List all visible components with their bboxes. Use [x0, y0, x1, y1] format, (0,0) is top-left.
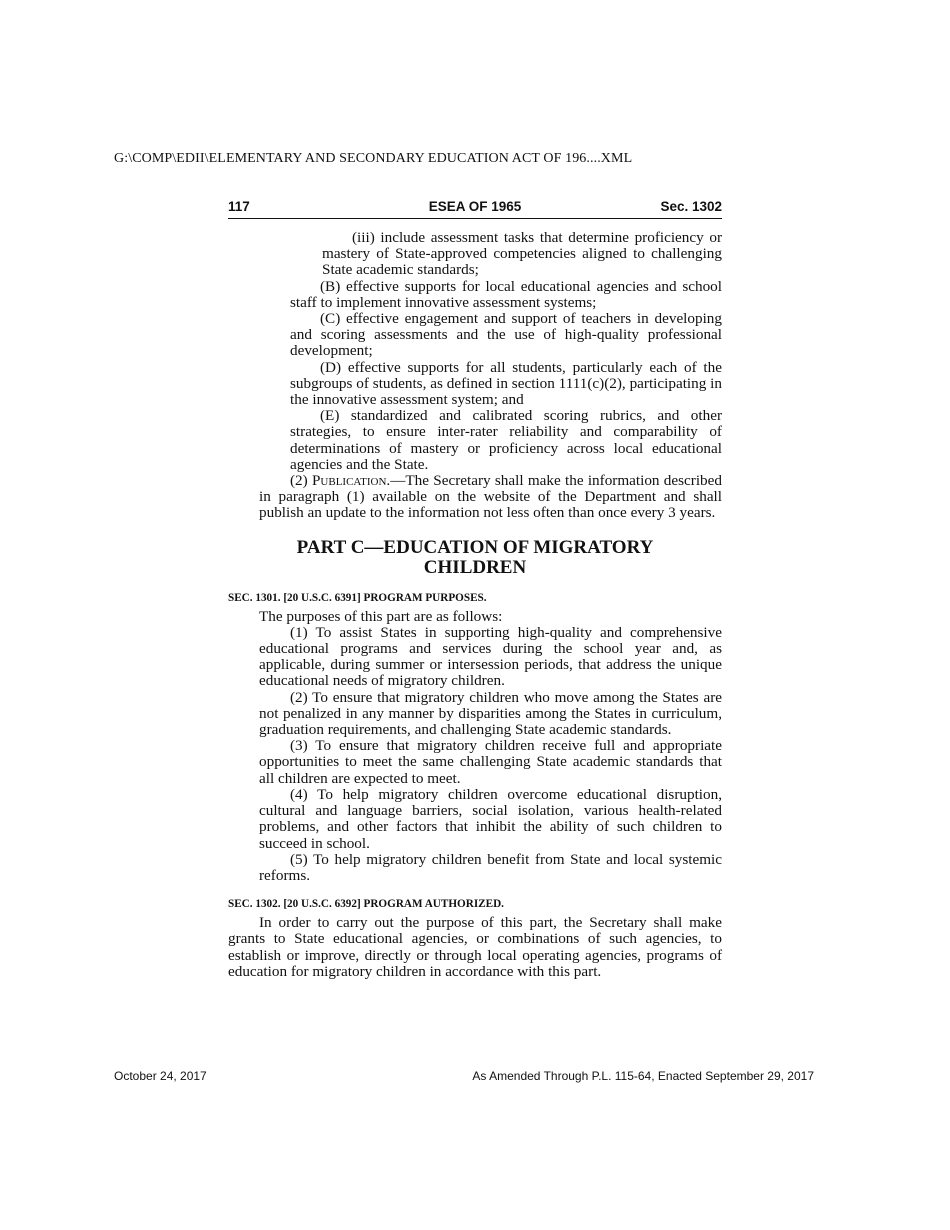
- paragraph-e: (E) standardized and calibrated scoring rubrics, and other strategies, to ensure inter-rater reliability and comparability of determinations of mastery or proficiency across local educational agencies and the State.: [290, 407, 722, 473]
- purpose-item-5: (5) To help migratory children benefit from State and local systemic reforms.: [259, 850, 722, 884]
- purpose-item-3: (3) To ensure that migratory children receive full and appropriate opportunities to meet the same challenging State academic standards that all children are expected to meet.: [259, 737, 722, 787]
- purpose-item-4: (4) To help migratory children overcome educational disruption, cultural and language barriers, social isolation, various health-related problems, and other factors that inhibit the ability of such children to succeed in school.: [259, 785, 722, 852]
- part-heading: PART C—EDUCATION OF MIGRATORY CHILDREN: [296, 536, 654, 578]
- purpose-item-2: (2) To ensure that migratory children who move among the States are not penalized in any manner by disparities among the States in curriculum, graduation requirements, and challenging State academic standards.: [259, 688, 722, 739]
- running-head-title: ESEA OF 1965: [428, 199, 522, 214]
- paragraph-publication: [228, 473, 722, 522]
- purpose-item-1: (1) To assist States in supporting high-quality and comprehensive educational programs and services during the school year and, as applicable, during summer or intersession periods, that address the unique educational needs of migratory children.: [259, 623, 722, 690]
- section-1301-heading: SEC. 1301. [20 U.S.C. 6391] PROGRAM PURPOSES.: [228, 591, 487, 604]
- page-number: 117: [228, 199, 250, 214]
- footer-amended: As Amended Through P.L. 115-64, Enacted September 29, 2017: [472, 1069, 814, 1083]
- paragraph-d: (D) effective supports for all students, particularly each of the subgroups of students, as defined in section 1111(c)(2), participating in the innovative assessment system; and: [290, 358, 722, 409]
- publication-label: (2) Publication.—: [290, 472, 406, 490]
- paragraph-c: (C) effective engagement and support of teachers in developing and scoring assessments and the use of high-quality professional development;: [290, 310, 722, 360]
- document-body: [228, 230, 722, 980]
- paragraph-iii: (iii) include assessment tasks that determine proficiency or mastery of State-approved competencies aligned to challenging State academic standards;: [322, 229, 722, 279]
- running-head: [228, 198, 722, 219]
- section-1302-text: In order to carry out the purpose of this part, the Secretary shall make grants to State educational agencies, or combinations of such agencies, to establish or improve, directly or through local operating agencies, programs of education for migratory children in accordance with this part.: [228, 914, 722, 980]
- publication-text: The Secretary shall make the information described in paragraph (1) available on the website of the Department and shall publish an update to the information not less often than once every 3 years.: [259, 472, 722, 522]
- paragraph-b: (B) effective supports for local educational agencies and school staff to implement innovative assessment systems;: [290, 277, 722, 311]
- footer-date: October 24, 2017: [114, 1069, 207, 1083]
- file-path: G:\COMP\EDII\ELEMENTARY AND SECONDARY EDUCATION ACT OF 196....XML: [114, 151, 633, 166]
- section-1302-heading: SEC. 1302. [20 U.S.C. 6392] PROGRAM AUTHORIZED.: [228, 898, 504, 911]
- running-head-section: Sec. 1302: [660, 199, 722, 214]
- section-1301-intro: The purposes of this part are as follows:: [259, 607, 503, 625]
